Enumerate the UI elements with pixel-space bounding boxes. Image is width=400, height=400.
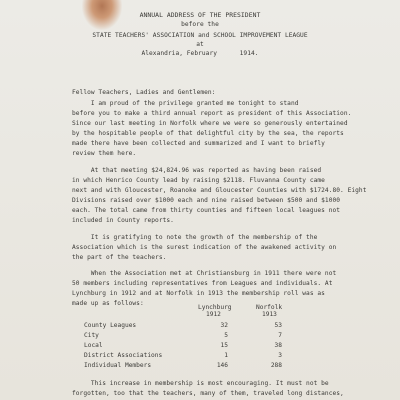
paragraph-1-line: I am proud of the privilege granted me tonight to stand [72, 100, 299, 107]
header-before: before the [181, 21, 219, 28]
column-year-norfolk: 1913 [262, 311, 277, 318]
table-row-label: City [84, 332, 99, 339]
column-header-norfolk: Norfolk [256, 304, 283, 311]
table-cell-norfolk: 3 [278, 352, 282, 359]
header-title: ANNUAL ADDRESS OF THE PRESIDENT [139, 11, 261, 19]
paragraph-4-line: 50 members including representatives from Leagues and individuals. At [72, 280, 333, 287]
paragraph-2-line: included in County reports. [72, 217, 174, 224]
table-row-label: District Associations [84, 352, 163, 359]
paragraph-5-line: forgotten, too that the teachers, many of them, traveled long distances, [72, 390, 344, 397]
paragraph-1-line: before you to make a third annual report as president of this Association. [72, 110, 352, 117]
paragraph-1-line: made there have been collected and summarized and I want to briefly [72, 140, 325, 147]
header-location-date: Alexandria, February 1914. [141, 50, 259, 57]
table-cell-norfolk: 53 [274, 322, 282, 329]
table-cell-lynchburg: 1 [224, 352, 228, 359]
paragraph-1-line: Since our last meeting in Norfolk where we were so generously entertained [72, 120, 348, 127]
paragraph-3-line: Association which is the surest indication of the awakened activity on [72, 244, 337, 251]
table-cell-lynchburg: 146 [216, 362, 228, 369]
paragraph-2-line: each. The total came from thirty counties and fifteen local leagues not [72, 207, 341, 214]
table-cell-lynchburg: 5 [224, 332, 228, 339]
paragraph-2-line: next and with Gloucester, Roanoke and Gloucester Counties with $1724.80. Eight [72, 187, 367, 194]
table-cell-lynchburg: 15 [220, 342, 228, 349]
paragraph-2-line: in which Henrico County lead by raising $2118. Fluvanna County came [72, 177, 325, 184]
paragraph-4-line: When the Association met at Christiansburg in 1911 there were not [72, 270, 337, 277]
column-year-lynchburg: 1912 [206, 311, 221, 318]
table-cell-lynchburg: 32 [220, 322, 228, 329]
salutation: Fellow Teachers, Ladies and Gentlemen: [72, 89, 216, 96]
paragraph-1-line: review them here. [72, 150, 137, 157]
table-row-label: Individual Members [84, 362, 152, 369]
paragraph-2-line: Divisions raised over $1000 each and nine raised between $500 and $1000 [72, 197, 341, 204]
paragraph-3-line: the part of the teachers. [72, 254, 167, 261]
paragraph-1-line: by the hospitable people of that delightful city by the sea, the reports [72, 130, 344, 137]
table-cell-norfolk: 38 [274, 342, 282, 349]
paragraph-3-line: It is gratifying to note the growth of the membership of the [72, 234, 318, 241]
header-at: at [196, 41, 204, 48]
paragraph-4-line: made up as follows: [72, 300, 144, 307]
paragraph-2-line: At that meeting $24,824.96 was reported as having been raised [72, 167, 322, 174]
table-cell-norfolk: 288 [270, 362, 282, 369]
paragraph-5-line: This increase in membership is most encouraging. It must not be [72, 380, 329, 387]
table-row-label: Local [84, 342, 103, 349]
header-association: STATE TEACHERS' ASSOCIATION and SCHOOL IMPROVEMENT LEAGUE [92, 32, 308, 39]
table-cell-norfolk: 7 [278, 332, 282, 339]
table-row-label: County Leagues [84, 322, 137, 329]
column-header-lynchburg: Lynchburg [198, 304, 232, 311]
paragraph-4-line: Lynchburg in 1912 and at Norfolk in 1913 the membership roll was as [72, 290, 325, 297]
